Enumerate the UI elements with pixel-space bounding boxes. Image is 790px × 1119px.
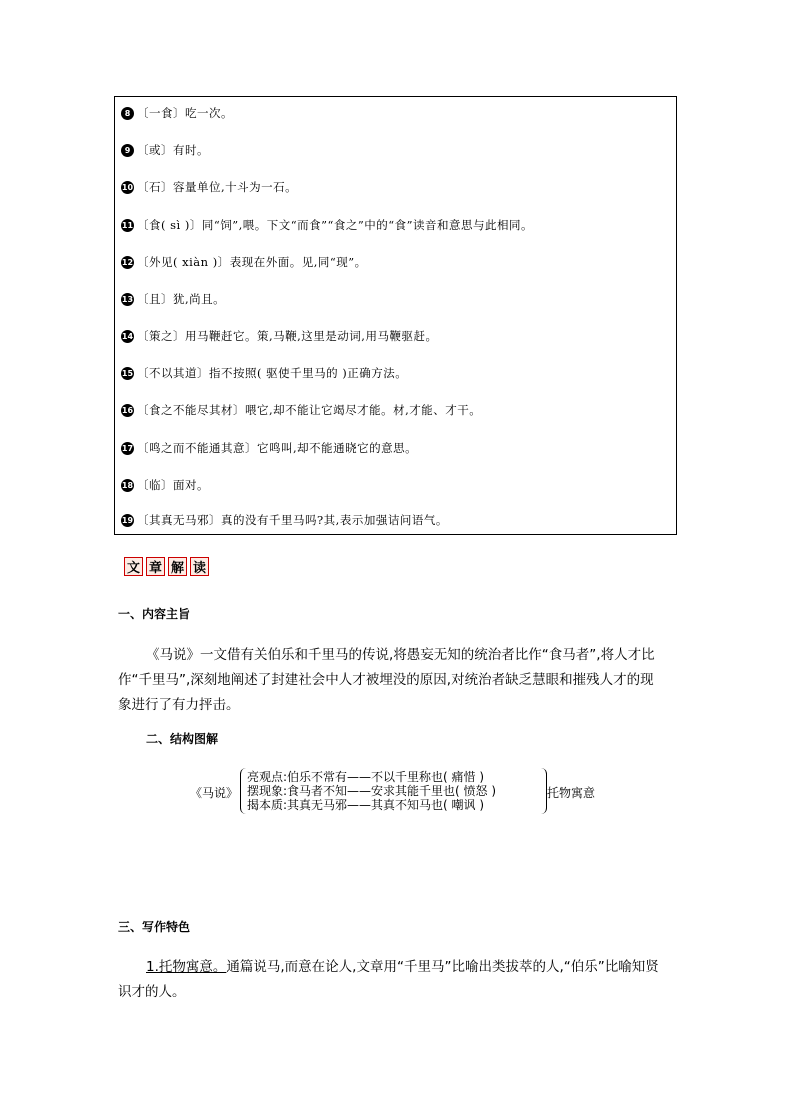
main-idea-line: 象进行了有力抨击。 — [118, 697, 240, 713]
note-text: 〔食( sì )〕同“饲”,喂。下文“而食”“食之”中的“食”读音和意思与此相同。 — [137, 218, 534, 232]
note-number: 9 — [121, 144, 134, 157]
note-item — [121, 363, 407, 383]
banner-char: 文 — [124, 557, 143, 576]
diagram-row: 亮观点:伯乐不常有——不以千里称也( 痛惜 ) — [247, 770, 485, 784]
note-number: 15 — [121, 368, 134, 378]
note-item — [121, 103, 233, 123]
section-heading-main-idea: 一、内容主旨 — [118, 607, 191, 621]
right-brace — [538, 768, 547, 814]
writing-feature-line: 识才的人。 — [118, 984, 186, 1000]
note-text: 〔策之〕用马鞭赶它。策,马鞭,这里是动词,用马鞭驱赶。 — [137, 329, 438, 343]
banner-char: 章 — [146, 557, 165, 576]
note-item — [121, 400, 481, 420]
note-number: 14 — [121, 331, 134, 341]
note-item — [121, 140, 209, 160]
note-text: 〔一食〕吃一次。 — [137, 106, 233, 120]
note-number: 19 — [121, 515, 134, 525]
note-item — [121, 215, 533, 235]
diagram-root: 《马说》 — [190, 786, 239, 800]
note-item — [121, 289, 225, 309]
section-heading-writing-features: 三、写作特色 — [118, 920, 191, 934]
note-number: 8 — [121, 107, 134, 120]
banner-char: 读 — [190, 557, 209, 576]
note-item — [121, 326, 437, 346]
note-text: 〔石〕容量单位,十斗为一石。 — [137, 180, 298, 194]
note-number: 13 — [121, 294, 134, 304]
note-item — [121, 475, 209, 495]
note-number: 12 — [121, 257, 134, 267]
note-text: 〔其真无马邪〕真的没有千里马吗?其,表示加强诘问语气。 — [137, 513, 448, 527]
note-number: 10 — [121, 182, 134, 192]
note-text: 〔外见( xiàn )〕表现在外面。见,同“现”。 — [137, 255, 367, 269]
note-text: 〔且〕犹,尚且。 — [137, 292, 226, 306]
note-text: 〔或〕有时。 — [137, 143, 209, 157]
note-text: 〔食之不能尽其材〕喂它,却不能让它竭尽才能。材,才能、才干。 — [137, 403, 482, 417]
diagram-row: 揭本质:其真无马邪——其真不知马也( 嘲讽 ) — [247, 798, 485, 812]
note-item — [121, 438, 417, 458]
structure-diagram — [190, 768, 610, 816]
note-item — [121, 510, 448, 530]
article-analysis-banner — [124, 557, 209, 576]
note-text: 〔鸣之而不能通其意〕它鸣叫,却不能通晓它的意思。 — [137, 441, 418, 455]
note-text: 〔不以其道〕指不按照( 驱使千里马的 )正确方法。 — [137, 366, 408, 380]
note-number: 18 — [121, 480, 134, 490]
main-idea-line: 《马说》一文借有关伯乐和千里马的传说,将愚妄无知的统治者比作“食马者”,将人才比 — [146, 647, 655, 663]
note-text: 〔临〕面对。 — [137, 478, 209, 492]
feature-label: 1.托物寓意。 — [146, 959, 227, 975]
note-number: 17 — [121, 443, 134, 453]
note-number: 16 — [121, 405, 134, 415]
diagram-conclusion: 托物寓意 — [547, 786, 596, 800]
note-item — [121, 177, 297, 197]
section-heading-structure: 二、结构图解 — [146, 732, 219, 746]
note-item — [121, 252, 367, 272]
main-idea-line: 作“千里马”,深刻地阐述了封建社会中人才被埋没的原因,对统治者缺乏慧眼和摧残人才的现 — [118, 672, 654, 688]
feature-text: 通篇说马,而意在论人,文章用“千里马”比喻出类拔萃的人,“伯乐”比喻知贤 — [226, 959, 659, 975]
banner-char: 解 — [168, 557, 187, 576]
diagram-row: 摆现象:食马者不知——安求其能千里也( 愤怒 ) — [247, 784, 497, 798]
writing-feature-line — [146, 955, 659, 975]
annotations-box — [114, 96, 677, 535]
note-number: 11 — [121, 220, 134, 230]
